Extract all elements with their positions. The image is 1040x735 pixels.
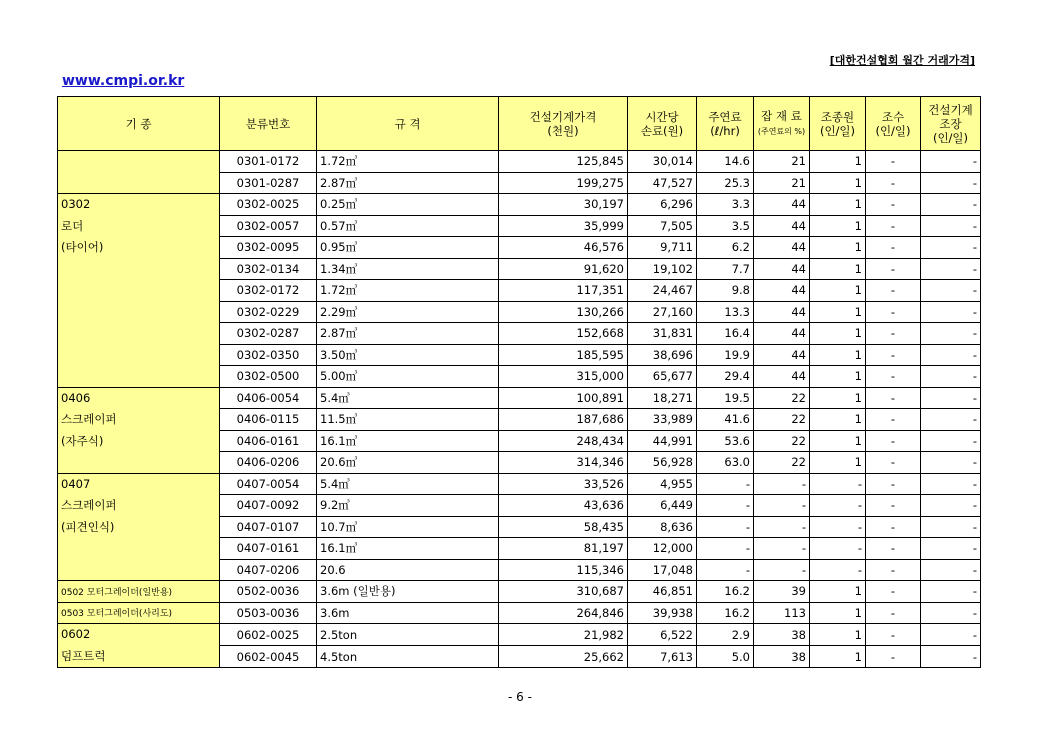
table-cell-fuel: - bbox=[697, 516, 754, 538]
table-cell-price: 91,620 bbox=[499, 258, 628, 280]
table-cell-code: 0301-0172 bbox=[220, 151, 317, 173]
table-cell-helper: - bbox=[866, 280, 921, 302]
table-cell-spec: 10.7㎥ bbox=[317, 516, 499, 538]
machine-type-cell bbox=[58, 473, 220, 581]
table-cell-helper: - bbox=[866, 581, 921, 603]
table-cell-code: 0602-0045 bbox=[220, 646, 317, 668]
table-cell-spec: 3.6m bbox=[317, 602, 499, 624]
table-cell-operator: 1 bbox=[810, 280, 866, 302]
header-row bbox=[58, 97, 981, 151]
col-fuel: 주연료 (ℓ/hr) bbox=[697, 97, 754, 151]
price-table bbox=[57, 96, 981, 668]
table-cell-code: 0407-0161 bbox=[220, 538, 317, 560]
col-assist: 건설기계 조장 (인/일) bbox=[921, 97, 981, 151]
table-cell-helper: - bbox=[866, 323, 921, 345]
table-cell-spec: 3.50㎥ bbox=[317, 344, 499, 366]
table-cell-price: 115,346 bbox=[499, 559, 628, 581]
table-cell-operator: 1 bbox=[810, 409, 866, 431]
table-cell-hourly: 6,522 bbox=[628, 624, 697, 646]
machine-type-cell bbox=[58, 151, 220, 194]
table-cell-spec: 0.95㎥ bbox=[317, 237, 499, 259]
table-cell-fuel: 53.6 bbox=[697, 430, 754, 452]
table-row bbox=[58, 624, 981, 646]
table-cell-price: 81,197 bbox=[499, 538, 628, 560]
table-row bbox=[58, 387, 981, 409]
table-cell-spec: 11.5㎥ bbox=[317, 409, 499, 431]
table-cell-helper: - bbox=[866, 194, 921, 216]
table-cell-price: 30,197 bbox=[499, 194, 628, 216]
machine-type-line: (타이어) bbox=[61, 240, 104, 254]
table-cell-hourly: 4,955 bbox=[628, 473, 697, 495]
machine-type-line: (피견인식) bbox=[61, 519, 115, 534]
col-spec: 규 격 bbox=[317, 97, 499, 151]
col-code: 분류번호 bbox=[220, 97, 317, 151]
table-cell-misc: 38 bbox=[754, 646, 810, 668]
table-cell-helper: - bbox=[866, 602, 921, 624]
table-cell-code: 0301-0287 bbox=[220, 172, 317, 194]
table-cell-price: 21,982 bbox=[499, 624, 628, 646]
table-cell-price: 315,000 bbox=[499, 366, 628, 388]
table-cell-fuel: 41.6 bbox=[697, 409, 754, 431]
table-cell-helper: - bbox=[866, 366, 921, 388]
table-cell-operator: 1 bbox=[810, 646, 866, 668]
table-cell-misc: - bbox=[754, 538, 810, 560]
table-cell-hourly: 30,014 bbox=[628, 151, 697, 173]
table-cell-spec: 2.87㎥ bbox=[317, 323, 499, 345]
table-cell-fuel: 14.6 bbox=[697, 151, 754, 173]
table-cell-misc: - bbox=[754, 473, 810, 495]
machine-type-cell bbox=[58, 624, 220, 668]
table-cell-operator: 1 bbox=[810, 387, 866, 409]
table-cell-operator: - bbox=[810, 516, 866, 538]
table-cell-operator: 1 bbox=[810, 602, 866, 624]
table-cell-operator: - bbox=[810, 538, 866, 560]
table-cell-operator: 1 bbox=[810, 301, 866, 323]
table-cell-misc: 44 bbox=[754, 194, 810, 216]
machine-type-line: 0602 bbox=[61, 627, 91, 641]
table-cell-price: 152,668 bbox=[499, 323, 628, 345]
table-cell-price: 130,266 bbox=[499, 301, 628, 323]
table-cell-spec: 2.87㎥ bbox=[317, 172, 499, 194]
table-cell-hourly: 12,000 bbox=[628, 538, 697, 560]
table-cell-fuel: 7.7 bbox=[697, 258, 754, 280]
table-cell-assist: - bbox=[921, 387, 981, 409]
table-row bbox=[58, 473, 981, 495]
table-cell-helper: - bbox=[866, 495, 921, 517]
table-cell-assist: - bbox=[921, 258, 981, 280]
table-cell-fuel: 3.5 bbox=[697, 215, 754, 237]
machine-type-line: 0407 bbox=[61, 476, 91, 491]
table-cell-helper: - bbox=[866, 151, 921, 173]
table-cell-fuel: 13.3 bbox=[697, 301, 754, 323]
machine-type-line: 0302 bbox=[61, 197, 91, 211]
table-cell-hourly: 7,613 bbox=[628, 646, 697, 668]
table-cell-code: 0407-0107 bbox=[220, 516, 317, 538]
table-row bbox=[58, 602, 981, 624]
table-cell-assist: - bbox=[921, 215, 981, 237]
table-cell-hourly: 44,991 bbox=[628, 430, 697, 452]
table-cell-spec: 0.57㎥ bbox=[317, 215, 499, 237]
machine-type-line: 스크레이퍼 bbox=[61, 412, 117, 426]
table-cell-helper: - bbox=[866, 301, 921, 323]
table-cell-price: 125,845 bbox=[499, 151, 628, 173]
table-cell-spec: 0.25㎥ bbox=[317, 194, 499, 216]
table-cell-hourly: 8,636 bbox=[628, 516, 697, 538]
machine-type-cell bbox=[58, 581, 220, 603]
table-cell-helper: - bbox=[866, 559, 921, 581]
table-cell-operator: 1 bbox=[810, 194, 866, 216]
table-cell-price: 264,846 bbox=[499, 602, 628, 624]
source-label: [대한건설협회 월간 거래가격] bbox=[829, 54, 975, 67]
table-cell-hourly: 6,296 bbox=[628, 194, 697, 216]
col-operator: 조종원 (인/일) bbox=[810, 97, 866, 151]
table-cell-spec: 5.4㎥ bbox=[317, 387, 499, 409]
table-cell-helper: - bbox=[866, 473, 921, 495]
table-row bbox=[58, 151, 981, 173]
machine-type-line: (자주식) bbox=[61, 433, 104, 448]
table-cell-helper: - bbox=[866, 387, 921, 409]
table-cell-hourly: 39,938 bbox=[628, 602, 697, 624]
table-cell-fuel: - bbox=[697, 559, 754, 581]
table-cell-hourly: 46,851 bbox=[628, 581, 697, 603]
table-cell-misc: - bbox=[754, 516, 810, 538]
table-cell-operator: 1 bbox=[810, 344, 866, 366]
page-number: - 6 - bbox=[508, 690, 532, 704]
table-cell-code: 0503-0036 bbox=[220, 602, 317, 624]
col-price: 건설기계가격 (천원) bbox=[499, 97, 628, 151]
col-helper: 조수 (인/일) bbox=[866, 97, 921, 151]
table-cell-helper: - bbox=[866, 624, 921, 646]
table-cell-spec: 16.1㎥ bbox=[317, 430, 499, 452]
table-cell-misc: - bbox=[754, 559, 810, 581]
table-cell-code: 0302-0095 bbox=[220, 237, 317, 259]
table-cell-assist: - bbox=[921, 495, 981, 517]
table-cell-misc: 22 bbox=[754, 452, 810, 474]
table-cell-assist: - bbox=[921, 624, 981, 646]
table-cell-assist: - bbox=[921, 409, 981, 431]
table-cell-fuel: 3.3 bbox=[697, 194, 754, 216]
table-cell-price: 43,636 bbox=[499, 495, 628, 517]
table-cell-code: 0302-0287 bbox=[220, 323, 317, 345]
col-kind: 기 종 bbox=[58, 97, 220, 151]
table-cell-hourly: 47,527 bbox=[628, 172, 697, 194]
table-cell-operator: 1 bbox=[810, 581, 866, 603]
table-cell-code: 0302-0229 bbox=[220, 301, 317, 323]
table-cell-helper: - bbox=[866, 646, 921, 668]
table-cell-operator: 1 bbox=[810, 430, 866, 452]
table-cell-misc: 21 bbox=[754, 151, 810, 173]
table-cell-hourly: 24,467 bbox=[628, 280, 697, 302]
table-cell-fuel: 16.2 bbox=[697, 581, 754, 603]
table-cell-spec: 1.72㎥ bbox=[317, 280, 499, 302]
table-cell-fuel: - bbox=[697, 473, 754, 495]
table-cell-price: 248,434 bbox=[499, 430, 628, 452]
table-cell-helper: - bbox=[866, 215, 921, 237]
table-cell-assist: - bbox=[921, 646, 981, 668]
table-cell-hourly: 31,831 bbox=[628, 323, 697, 345]
table-cell-helper: - bbox=[866, 258, 921, 280]
table-cell-misc: 44 bbox=[754, 237, 810, 259]
table-cell-assist: - bbox=[921, 452, 981, 474]
table-cell-helper: - bbox=[866, 409, 921, 431]
table-cell-operator: 1 bbox=[810, 624, 866, 646]
table-cell-operator: 1 bbox=[810, 366, 866, 388]
table-cell-hourly: 19,102 bbox=[628, 258, 697, 280]
table-cell-assist: - bbox=[921, 430, 981, 452]
table-cell-misc: 22 bbox=[754, 409, 810, 431]
table-cell-operator: - bbox=[810, 559, 866, 581]
table-cell-helper: - bbox=[866, 516, 921, 538]
table-cell-fuel: 9.8 bbox=[697, 280, 754, 302]
table-cell-hourly: 18,271 bbox=[628, 387, 697, 409]
table-cell-misc: 44 bbox=[754, 215, 810, 237]
table-cell-misc: 21 bbox=[754, 172, 810, 194]
table-cell-assist: - bbox=[921, 366, 981, 388]
table-cell-operator: 1 bbox=[810, 452, 866, 474]
table-cell-code: 0302-0057 bbox=[220, 215, 317, 237]
table-cell-spec: 5.4㎥ bbox=[317, 473, 499, 495]
machine-type-cell bbox=[58, 602, 220, 624]
table-cell-operator: - bbox=[810, 495, 866, 517]
table-cell-helper: - bbox=[866, 237, 921, 259]
table-cell-misc: 44 bbox=[754, 323, 810, 345]
table-cell-helper: - bbox=[866, 344, 921, 366]
table-cell-assist: - bbox=[921, 581, 981, 603]
machine-type-line: 0406 bbox=[61, 390, 91, 405]
table-cell-hourly: 33,989 bbox=[628, 409, 697, 431]
table-cell-helper: - bbox=[866, 452, 921, 474]
machine-type-line: 로더 bbox=[61, 218, 84, 233]
table-cell-price: 58,435 bbox=[499, 516, 628, 538]
table-cell-code: 0302-0350 bbox=[220, 344, 317, 366]
table-cell-helper: - bbox=[866, 538, 921, 560]
table-cell-spec: 1.34㎥ bbox=[317, 258, 499, 280]
machine-type-line: 0502 모터그레이더(일반용) bbox=[61, 587, 173, 598]
table-cell-price: 117,351 bbox=[499, 280, 628, 302]
table-cell-code: 0406-0054 bbox=[220, 387, 317, 409]
table-cell-price: 33,526 bbox=[499, 473, 628, 495]
table-cell-spec: 2.29㎥ bbox=[317, 301, 499, 323]
table-cell-fuel: 19.9 bbox=[697, 344, 754, 366]
table-cell-hourly: 56,928 bbox=[628, 452, 697, 474]
table-cell-hourly: 65,677 bbox=[628, 366, 697, 388]
table-cell-hourly: 27,160 bbox=[628, 301, 697, 323]
table-cell-spec: 4.5ton bbox=[317, 646, 499, 668]
table-cell-price: 46,576 bbox=[499, 237, 628, 259]
table-cell-spec: 20.6㎥ bbox=[317, 452, 499, 474]
table-cell-spec: 9.2㎥ bbox=[317, 495, 499, 517]
table-cell-fuel: 6.2 bbox=[697, 237, 754, 259]
table-cell-spec: 16.1㎥ bbox=[317, 538, 499, 560]
table-cell-fuel: 25.3 bbox=[697, 172, 754, 194]
machine-type-line: 0503 모터그레이더(사리도) bbox=[61, 609, 173, 620]
table-cell-code: 0302-0025 bbox=[220, 194, 317, 216]
table-cell-assist: - bbox=[921, 602, 981, 624]
table-cell-assist: - bbox=[921, 473, 981, 495]
table-cell-hourly: 9,711 bbox=[628, 237, 697, 259]
table-cell-misc: 44 bbox=[754, 301, 810, 323]
machine-type-line: 덤프트럭 bbox=[61, 648, 106, 663]
table-cell-misc: 39 bbox=[754, 581, 810, 603]
table-cell-misc: 38 bbox=[754, 624, 810, 646]
table-cell-misc: 22 bbox=[754, 430, 810, 452]
table-cell-misc: 113 bbox=[754, 602, 810, 624]
table-cell-operator: 1 bbox=[810, 172, 866, 194]
machine-type-line: 스크레이퍼 bbox=[61, 498, 117, 512]
table-cell-hourly: 7,505 bbox=[628, 215, 697, 237]
table-cell-assist: - bbox=[921, 194, 981, 216]
table-cell-spec: 20.6 bbox=[317, 559, 499, 581]
table-cell-code: 0502-0036 bbox=[220, 581, 317, 603]
table-cell-misc: - bbox=[754, 495, 810, 517]
table-cell-operator: 1 bbox=[810, 151, 866, 173]
table-cell-code: 0302-0134 bbox=[220, 258, 317, 280]
table-cell-price: 314,346 bbox=[499, 452, 628, 474]
table-cell-price: 199,275 bbox=[499, 172, 628, 194]
table-cell-code: 0406-0115 bbox=[220, 409, 317, 431]
table-cell-price: 310,687 bbox=[499, 581, 628, 603]
table-cell-operator: 1 bbox=[810, 237, 866, 259]
table-cell-assist: - bbox=[921, 280, 981, 302]
table-row bbox=[58, 581, 981, 603]
table-cell-hourly: 6,449 bbox=[628, 495, 697, 517]
table-cell-spec: 2.5ton bbox=[317, 624, 499, 646]
table-cell-code: 0407-0054 bbox=[220, 473, 317, 495]
table-cell-misc: 22 bbox=[754, 387, 810, 409]
table-cell-assist: - bbox=[921, 151, 981, 173]
table-cell-price: 25,662 bbox=[499, 646, 628, 668]
table-cell-assist: - bbox=[921, 323, 981, 345]
table-cell-fuel: 29.4 bbox=[697, 366, 754, 388]
table-cell-misc: 44 bbox=[754, 258, 810, 280]
table-cell-operator: 1 bbox=[810, 258, 866, 280]
table-cell-assist: - bbox=[921, 538, 981, 560]
table-cell-fuel: 16.4 bbox=[697, 323, 754, 345]
table-cell-price: 35,999 bbox=[499, 215, 628, 237]
col-hourly: 시간당 손료(원) bbox=[628, 97, 697, 151]
table-cell-fuel: 5.0 bbox=[697, 646, 754, 668]
table-cell-fuel: 16.2 bbox=[697, 602, 754, 624]
table-cell-operator: - bbox=[810, 473, 866, 495]
table-cell-code: 0407-0206 bbox=[220, 559, 317, 581]
table-cell-fuel: 63.0 bbox=[697, 452, 754, 474]
table-row bbox=[58, 194, 981, 216]
table-cell-assist: - bbox=[921, 237, 981, 259]
table-cell-code: 0406-0161 bbox=[220, 430, 317, 452]
table-cell-fuel: - bbox=[697, 495, 754, 517]
table-cell-spec: 1.72㎥ bbox=[317, 151, 499, 173]
table-cell-fuel: - bbox=[697, 538, 754, 560]
table-cell-operator: 1 bbox=[810, 323, 866, 345]
table-cell-misc: 44 bbox=[754, 366, 810, 388]
table-cell-code: 0602-0025 bbox=[220, 624, 317, 646]
table-cell-misc: 44 bbox=[754, 344, 810, 366]
table-cell-assist: - bbox=[921, 172, 981, 194]
table-cell-fuel: 19.5 bbox=[697, 387, 754, 409]
table-cell-spec: 5.00㎥ bbox=[317, 366, 499, 388]
table-cell-fuel: 2.9 bbox=[697, 624, 754, 646]
table-cell-price: 187,686 bbox=[499, 409, 628, 431]
table-cell-code: 0407-0092 bbox=[220, 495, 317, 517]
machine-type-cell bbox=[58, 194, 220, 388]
table-cell-code: 0302-0500 bbox=[220, 366, 317, 388]
table-cell-hourly: 17,048 bbox=[628, 559, 697, 581]
table-cell-assist: - bbox=[921, 516, 981, 538]
table-cell-spec: 3.6m (일반용) bbox=[317, 581, 499, 603]
table-cell-operator: 1 bbox=[810, 215, 866, 237]
table-cell-price: 100,891 bbox=[499, 387, 628, 409]
site-link[interactable]: www.cmpi.or.kr bbox=[62, 73, 185, 89]
table-cell-helper: - bbox=[866, 172, 921, 194]
table-cell-code: 0302-0172 bbox=[220, 280, 317, 302]
table-cell-assist: - bbox=[921, 301, 981, 323]
table-cell-hourly: 38,696 bbox=[628, 344, 697, 366]
table-cell-price: 185,595 bbox=[499, 344, 628, 366]
table-cell-helper: - bbox=[866, 430, 921, 452]
table-cell-assist: - bbox=[921, 559, 981, 581]
table-cell-misc: 44 bbox=[754, 280, 810, 302]
machine-type-cell bbox=[58, 387, 220, 473]
table-cell-assist: - bbox=[921, 344, 981, 366]
table-cell-code: 0406-0206 bbox=[220, 452, 317, 474]
col-misc: 잡 재 료 (주연료의 %) bbox=[754, 97, 810, 151]
